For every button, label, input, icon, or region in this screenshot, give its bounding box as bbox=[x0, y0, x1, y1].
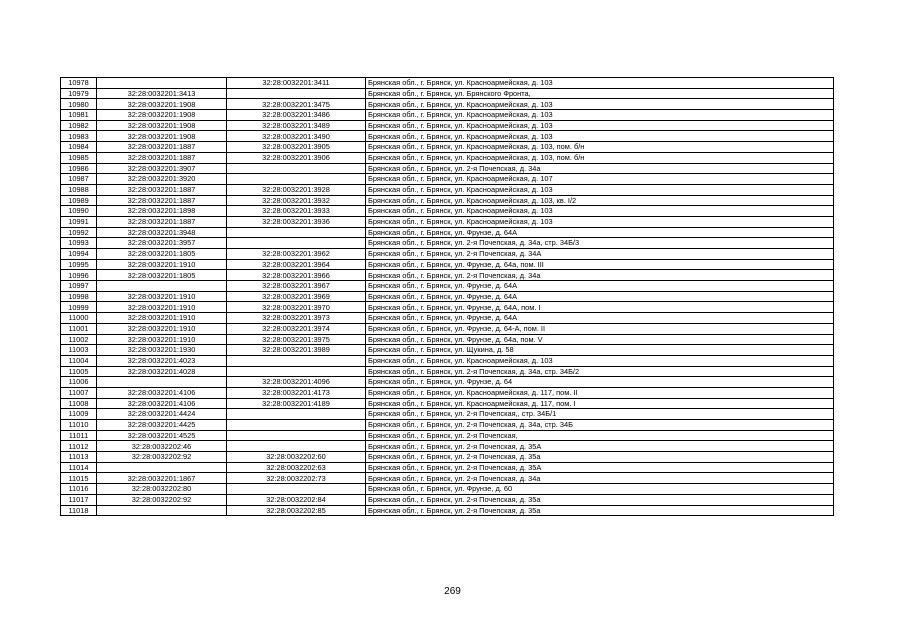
address-cell: Брянская обл., г. Брянск, ул. Щукина, д. 58 bbox=[366, 345, 834, 356]
table-row bbox=[61, 441, 834, 452]
parcel-cadastral-number-cell: 32:28:0032201:4106 bbox=[97, 398, 227, 409]
building-cadastral-number-cell: 32:28:0032201:3490 bbox=[227, 131, 366, 142]
parcel-cadastral-number-cell: 32:28:0032201:3413 bbox=[97, 88, 227, 99]
building-cadastral-number-cell bbox=[227, 238, 366, 249]
table-row bbox=[61, 345, 834, 356]
building-cadastral-number-cell: 32:28:0032201:3962 bbox=[227, 249, 366, 260]
building-cadastral-number-cell: 32:28:0032201:3905 bbox=[227, 142, 366, 153]
row-number-cell: 10994 bbox=[61, 249, 97, 260]
building-cadastral-number-cell: 32:28:0032201:3933 bbox=[227, 206, 366, 217]
table-row bbox=[61, 387, 834, 398]
row-number-cell: 11017 bbox=[61, 494, 97, 505]
address-cell: Брянская обл., г. Брянск, ул. Красноармейская, д. 103, пом. б/н bbox=[366, 152, 834, 163]
address-cell: Брянская обл., г. Брянск, ул. Красноармейская, д. 107 bbox=[366, 174, 834, 185]
parcel-cadastral-number-cell: 32:28:0032201:3920 bbox=[97, 174, 227, 185]
row-number-cell: 10983 bbox=[61, 131, 97, 142]
parcel-cadastral-number-cell: 32:28:0032202:46 bbox=[97, 441, 227, 452]
building-cadastral-number-cell: 32:28:0032202:60 bbox=[227, 452, 366, 463]
building-cadastral-number-cell: 32:28:0032201:3906 bbox=[227, 152, 366, 163]
address-cell: Брянская обл., г. Брянск, ул. Красноармейская, д. 103 bbox=[366, 131, 834, 142]
row-number-cell: 10996 bbox=[61, 270, 97, 281]
building-cadastral-number-cell: 32:28:0032201:3936 bbox=[227, 216, 366, 227]
registry-table bbox=[60, 77, 834, 516]
parcel-cadastral-number-cell: 32:28:0032201:1908 bbox=[97, 110, 227, 121]
table-row bbox=[61, 238, 834, 249]
building-cadastral-number-cell bbox=[227, 420, 366, 431]
table-row bbox=[61, 195, 834, 206]
building-cadastral-number-cell: 32:28:0032201:3475 bbox=[227, 99, 366, 110]
row-number-cell: 10998 bbox=[61, 291, 97, 302]
table-row bbox=[61, 259, 834, 270]
table-row bbox=[61, 494, 834, 505]
row-number-cell: 11010 bbox=[61, 420, 97, 431]
address-cell: Брянская обл., г. Брянск, ул. Красноармейская, д. 117, пом. II bbox=[366, 387, 834, 398]
row-number-cell: 10991 bbox=[61, 216, 97, 227]
table-row bbox=[61, 88, 834, 99]
building-cadastral-number-cell: 32:28:0032201:3969 bbox=[227, 291, 366, 302]
building-cadastral-number-cell: 32:28:0032202:85 bbox=[227, 505, 366, 516]
table-row bbox=[61, 163, 834, 174]
building-cadastral-number-cell: 32:28:0032201:4173 bbox=[227, 387, 366, 398]
address-cell: Брянская обл., г. Брянск, ул. 2-я Почепская, д. 34А bbox=[366, 249, 834, 260]
parcel-cadastral-number-cell: 32:28:0032201:4425 bbox=[97, 420, 227, 431]
table-row bbox=[61, 131, 834, 142]
table-row bbox=[61, 473, 834, 484]
row-number-cell: 10984 bbox=[61, 142, 97, 153]
parcel-cadastral-number-cell: 32:28:0032201:4028 bbox=[97, 366, 227, 377]
address-cell: Брянская обл., г. Брянск, ул. Фрунзе, д. 64а, пом. V bbox=[366, 334, 834, 345]
parcel-cadastral-number-cell: 32:28:0032202:92 bbox=[97, 452, 227, 463]
row-number-cell: 10997 bbox=[61, 281, 97, 292]
address-cell: Брянская обл., г. Брянск, ул. 2-я Почепская, д. 35а bbox=[366, 452, 834, 463]
table-row bbox=[61, 142, 834, 153]
row-number-cell: 10986 bbox=[61, 163, 97, 174]
parcel-cadastral-number-cell: 32:28:0032201:4424 bbox=[97, 409, 227, 420]
row-number-cell: 10989 bbox=[61, 195, 97, 206]
building-cadastral-number-cell bbox=[227, 88, 366, 99]
table-row bbox=[61, 270, 834, 281]
parcel-cadastral-number-cell: 32:28:0032201:1908 bbox=[97, 99, 227, 110]
row-number-cell: 11003 bbox=[61, 345, 97, 356]
address-cell: Брянская обл., г. Брянск, ул. 2-я Почепская,, стр. 34Б/1 bbox=[366, 409, 834, 420]
parcel-cadastral-number-cell: 32:28:0032201:1908 bbox=[97, 131, 227, 142]
parcel-cadastral-number-cell bbox=[97, 462, 227, 473]
parcel-cadastral-number-cell: 32:28:0032201:1898 bbox=[97, 206, 227, 217]
address-cell: Брянская обл., г. Брянск, ул. Красноармейская, д. 103 bbox=[366, 206, 834, 217]
address-cell: Брянская обл., г. Брянск, ул. 2-я Почепская, д. 35А bbox=[366, 441, 834, 452]
table-row bbox=[61, 462, 834, 473]
building-cadastral-number-cell bbox=[227, 355, 366, 366]
building-cadastral-number-cell: 32:28:0032201:3970 bbox=[227, 302, 366, 313]
row-number-cell: 11018 bbox=[61, 505, 97, 516]
parcel-cadastral-number-cell: 32:28:0032201:1887 bbox=[97, 142, 227, 153]
table-row bbox=[61, 291, 834, 302]
building-cadastral-number-cell: 32:28:0032201:3974 bbox=[227, 323, 366, 334]
address-cell: Брянская обл., г. Брянск, ул. 2-я Почепская, д. 34а, стр. 34Б/3 bbox=[366, 238, 834, 249]
address-cell: Брянская обл., г. Брянск, ул. 2-я Почепская, bbox=[366, 430, 834, 441]
row-number-cell: 10987 bbox=[61, 174, 97, 185]
row-number-cell: 10982 bbox=[61, 120, 97, 131]
address-cell: Брянская обл., г. Брянск, ул. Фрунзе, д. 64а, пом. III bbox=[366, 259, 834, 270]
table-row bbox=[61, 120, 834, 131]
parcel-cadastral-number-cell: 32:28:0032201:1887 bbox=[97, 195, 227, 206]
row-number-cell: 11001 bbox=[61, 323, 97, 334]
address-cell: Брянская обл., г. Брянск, ул. Фрунзе, д. 64А bbox=[366, 281, 834, 292]
address-cell: Брянская обл., г. Брянск, ул. 2-я Почепская, д. 35А bbox=[366, 462, 834, 473]
table-row bbox=[61, 398, 834, 409]
table-row bbox=[61, 484, 834, 495]
table-row bbox=[61, 452, 834, 463]
building-cadastral-number-cell: 32:28:0032201:4189 bbox=[227, 398, 366, 409]
parcel-cadastral-number-cell bbox=[97, 377, 227, 388]
page-number: 269 bbox=[444, 586, 461, 597]
address-cell: Брянская обл., г. Брянск, ул. Красноармейская, д. 103, пом. б/н bbox=[366, 142, 834, 153]
parcel-cadastral-number-cell bbox=[97, 78, 227, 89]
building-cadastral-number-cell bbox=[227, 174, 366, 185]
row-number-cell: 11005 bbox=[61, 366, 97, 377]
building-cadastral-number-cell bbox=[227, 163, 366, 174]
address-cell: Брянская обл., г. Брянск, ул. Фрунзе, д. 64-А, пом. II bbox=[366, 323, 834, 334]
table-row bbox=[61, 206, 834, 217]
row-number-cell: 11007 bbox=[61, 387, 97, 398]
building-cadastral-number-cell: 32:28:0032201:3989 bbox=[227, 345, 366, 356]
building-cadastral-number-cell bbox=[227, 441, 366, 452]
table-row bbox=[61, 78, 834, 89]
address-cell: Брянская обл., г. Брянск, ул. 2-я Почепская, д. 34а, стр. 34Б bbox=[366, 420, 834, 431]
building-cadastral-number-cell: 32:28:0032201:3411 bbox=[227, 78, 366, 89]
parcel-cadastral-number-cell: 32:28:0032201:4525 bbox=[97, 430, 227, 441]
address-cell: Брянская обл., г. Брянск, ул. Фрунзе, д. 64А bbox=[366, 313, 834, 324]
address-cell: Брянская обл., г. Брянск, ул. Фрунзе, д. 60 bbox=[366, 484, 834, 495]
parcel-cadastral-number-cell: 32:28:0032201:1805 bbox=[97, 270, 227, 281]
table-row bbox=[61, 430, 834, 441]
row-number-cell: 11008 bbox=[61, 398, 97, 409]
row-number-cell: 10985 bbox=[61, 152, 97, 163]
building-cadastral-number-cell: 32:28:0032201:3489 bbox=[227, 120, 366, 131]
table-row bbox=[61, 99, 834, 110]
row-number-cell: 11006 bbox=[61, 377, 97, 388]
parcel-cadastral-number-cell: 32:28:0032201:1930 bbox=[97, 345, 227, 356]
table-row bbox=[61, 302, 834, 313]
parcel-cadastral-number-cell: 32:28:0032201:3907 bbox=[97, 163, 227, 174]
address-cell: Брянская обл., г. Брянск, ул. Красноармейская, д. 103 bbox=[366, 355, 834, 366]
row-number-cell: 10990 bbox=[61, 206, 97, 217]
building-cadastral-number-cell: 32:28:0032201:3967 bbox=[227, 281, 366, 292]
building-cadastral-number-cell bbox=[227, 366, 366, 377]
parcel-cadastral-number-cell bbox=[97, 505, 227, 516]
parcel-cadastral-number-cell: 32:28:0032201:1887 bbox=[97, 152, 227, 163]
table-row bbox=[61, 227, 834, 238]
table-row bbox=[61, 184, 834, 195]
parcel-cadastral-number-cell: 32:28:0032201:1887 bbox=[97, 184, 227, 195]
parcel-cadastral-number-cell: 32:28:0032202:92 bbox=[97, 494, 227, 505]
address-cell: Брянская обл., г. Брянск, ул. Красноармейская, д. 103 bbox=[366, 99, 834, 110]
table-row bbox=[61, 174, 834, 185]
building-cadastral-number-cell: 32:28:0032202:84 bbox=[227, 494, 366, 505]
building-cadastral-number-cell: 32:28:0032201:3964 bbox=[227, 259, 366, 270]
row-number-cell: 11013 bbox=[61, 452, 97, 463]
building-cadastral-number-cell: 32:28:0032201:3486 bbox=[227, 110, 366, 121]
row-number-cell: 10992 bbox=[61, 227, 97, 238]
address-cell: Брянская обл., г. Брянск, ул. Красноармейская, д. 103 bbox=[366, 216, 834, 227]
row-number-cell: 10978 bbox=[61, 78, 97, 89]
parcel-cadastral-number-cell: 32:28:0032201:1908 bbox=[97, 120, 227, 131]
address-cell: Брянская обл., г. Брянск, ул. Фрунзе, д. 64А, пом. I bbox=[366, 302, 834, 313]
address-cell: Брянская обл., г. Брянск, ул. Красноармейская, д. 117, пом. I bbox=[366, 398, 834, 409]
table-row bbox=[61, 505, 834, 516]
address-cell: Брянская обл., г. Брянск, ул. Красноармейская, д. 103 bbox=[366, 120, 834, 131]
address-cell: Брянская обл., г. Брянск, ул. 2-я Почепская, д. 35а bbox=[366, 505, 834, 516]
parcel-cadastral-number-cell: 32:28:0032201:1910 bbox=[97, 259, 227, 270]
row-number-cell: 10979 bbox=[61, 88, 97, 99]
registry-table-body bbox=[61, 78, 834, 516]
building-cadastral-number-cell: 32:28:0032201:3932 bbox=[227, 195, 366, 206]
building-cadastral-number-cell bbox=[227, 430, 366, 441]
row-number-cell: 10993 bbox=[61, 238, 97, 249]
building-cadastral-number-cell: 32:28:0032201:3928 bbox=[227, 184, 366, 195]
address-cell: Брянская обл., г. Брянск, ул. 2-я Почепская, д. 34а, стр. 34Б/2 bbox=[366, 366, 834, 377]
building-cadastral-number-cell bbox=[227, 409, 366, 420]
row-number-cell: 10999 bbox=[61, 302, 97, 313]
address-cell: Брянская обл., г. Брянск, ул. Красноармейская, д. 103 bbox=[366, 184, 834, 195]
table-row bbox=[61, 110, 834, 121]
building-cadastral-number-cell: 32:28:0032201:3975 bbox=[227, 334, 366, 345]
table-row bbox=[61, 366, 834, 377]
row-number-cell: 10988 bbox=[61, 184, 97, 195]
row-number-cell: 10980 bbox=[61, 99, 97, 110]
table-row bbox=[61, 152, 834, 163]
row-number-cell: 11004 bbox=[61, 355, 97, 366]
table-row bbox=[61, 420, 834, 431]
row-number-cell: 10981 bbox=[61, 110, 97, 121]
address-cell: Брянская обл., г. Брянск, ул. Брянского Фронта, bbox=[366, 88, 834, 99]
address-cell: Брянская обл., г. Брянск, ул. 2-я Почепская, д. 35а bbox=[366, 494, 834, 505]
parcel-cadastral-number-cell: 32:28:0032201:1805 bbox=[97, 249, 227, 260]
table-row bbox=[61, 313, 834, 324]
parcel-cadastral-number-cell: 32:28:0032201:1910 bbox=[97, 302, 227, 313]
building-cadastral-number-cell bbox=[227, 227, 366, 238]
row-number-cell: 11016 bbox=[61, 484, 97, 495]
row-number-cell: 11011 bbox=[61, 430, 97, 441]
table-row bbox=[61, 249, 834, 260]
address-cell: Брянская обл., г. Брянск, ул. Фрунзе, д. 64А bbox=[366, 227, 834, 238]
parcel-cadastral-number-cell bbox=[97, 281, 227, 292]
row-number-cell: 11009 bbox=[61, 409, 97, 420]
parcel-cadastral-number-cell: 32:28:0032201:1910 bbox=[97, 313, 227, 324]
table-row bbox=[61, 281, 834, 292]
parcel-cadastral-number-cell: 32:28:0032201:1910 bbox=[97, 323, 227, 334]
row-number-cell: 11015 bbox=[61, 473, 97, 484]
parcel-cadastral-number-cell: 32:28:0032201:1910 bbox=[97, 291, 227, 302]
table-row bbox=[61, 323, 834, 334]
parcel-cadastral-number-cell: 32:28:0032201:3948 bbox=[97, 227, 227, 238]
parcel-cadastral-number-cell: 32:28:0032202:80 bbox=[97, 484, 227, 495]
parcel-cadastral-number-cell: 32:28:0032201:4023 bbox=[97, 355, 227, 366]
parcel-cadastral-number-cell: 32:28:0032201:1887 bbox=[97, 216, 227, 227]
row-number-cell: 11014 bbox=[61, 462, 97, 473]
address-cell: Брянская обл., г. Брянск, ул. Красноармейская, д. 103 bbox=[366, 78, 834, 89]
parcel-cadastral-number-cell: 32:28:0032201:3957 bbox=[97, 238, 227, 249]
address-cell: Брянская обл., г. Брянск, ул. Красноармейская, д. 103 bbox=[366, 110, 834, 121]
table-row bbox=[61, 377, 834, 388]
address-cell: Брянская обл., г. Брянск, ул. 2-я Почепская, д. 34а bbox=[366, 163, 834, 174]
table-row bbox=[61, 216, 834, 227]
address-cell: Брянская обл., г. Брянск, ул. Фрунзе, д. 64 bbox=[366, 377, 834, 388]
table-row bbox=[61, 334, 834, 345]
building-cadastral-number-cell: 32:28:0032201:3973 bbox=[227, 313, 366, 324]
building-cadastral-number-cell bbox=[227, 484, 366, 495]
row-number-cell: 11000 bbox=[61, 313, 97, 324]
building-cadastral-number-cell: 32:28:0032202:63 bbox=[227, 462, 366, 473]
row-number-cell: 10995 bbox=[61, 259, 97, 270]
address-cell: Брянская обл., г. Брянск, ул. 2-я Почепская, д. 34а bbox=[366, 473, 834, 484]
building-cadastral-number-cell: 32:28:0032202:73 bbox=[227, 473, 366, 484]
parcel-cadastral-number-cell: 32:28:0032201:1867 bbox=[97, 473, 227, 484]
row-number-cell: 11002 bbox=[61, 334, 97, 345]
parcel-cadastral-number-cell: 32:28:0032201:4106 bbox=[97, 387, 227, 398]
address-cell: Брянская обл., г. Брянск, ул. Красноармейская, д. 103, кв. I/2 bbox=[366, 195, 834, 206]
table-row bbox=[61, 355, 834, 366]
parcel-cadastral-number-cell: 32:28:0032201:1910 bbox=[97, 334, 227, 345]
table-row bbox=[61, 409, 834, 420]
row-number-cell: 11012 bbox=[61, 441, 97, 452]
building-cadastral-number-cell: 32:28:0032201:4096 bbox=[227, 377, 366, 388]
address-cell: Брянская обл., г. Брянск, ул. 2-я Почепская, д. 34а bbox=[366, 270, 834, 281]
building-cadastral-number-cell: 32:28:0032201:3966 bbox=[227, 270, 366, 281]
address-cell: Брянская обл., г. Брянск, ул. Фрунзе, д. 64А bbox=[366, 291, 834, 302]
